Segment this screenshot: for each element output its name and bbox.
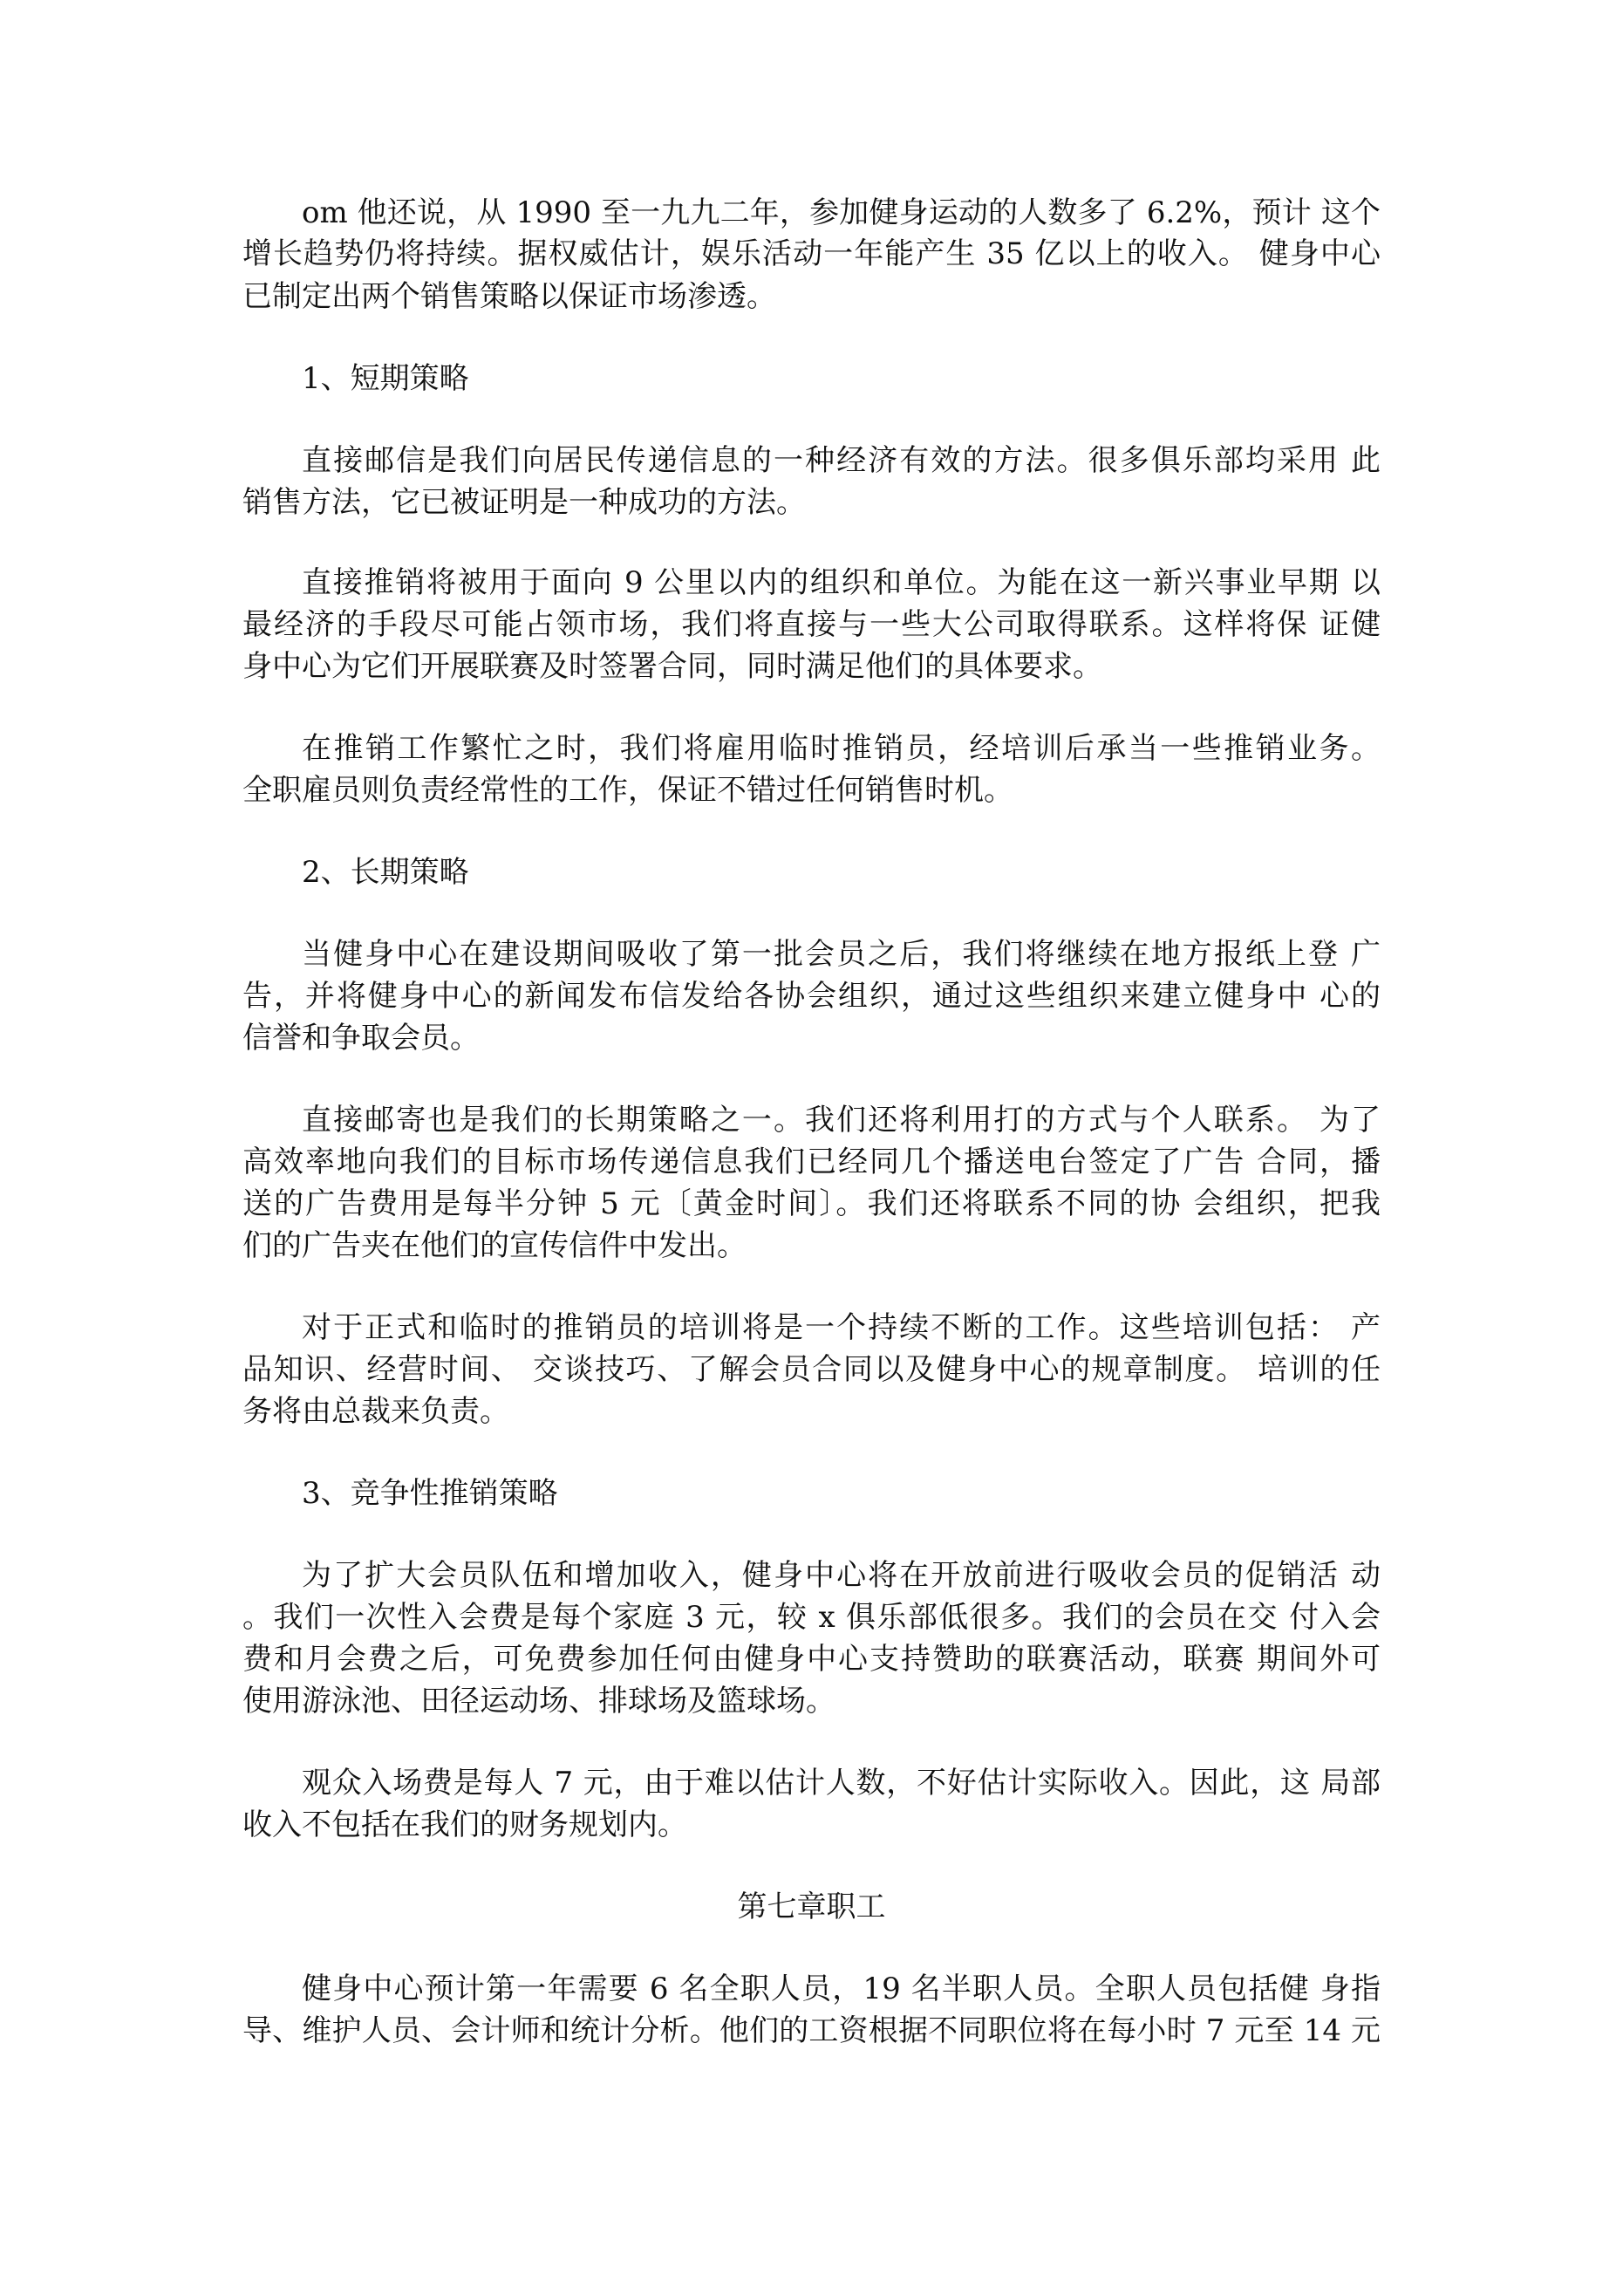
- paragraph-4-line-2: 全职雇员则负责经常性的工作，保证不错过任何销售时机。: [242, 773, 1013, 808]
- chapter-title: 第七章职工: [737, 1889, 886, 1924]
- paragraph-1-line-2: 增长趋势仍将持续。据权威估计，娱乐活动一年能产生 35 亿以上的收入。 健身中心: [242, 236, 1381, 271]
- paragraph-8-line-3: 费和月会费之后，可免费参加任何由健身中心支持赞助的联赛活动，联赛 期间外可: [242, 1642, 1381, 1677]
- paragraph-7-line-3: 务将由总裁来负责。: [242, 1394, 509, 1429]
- paragraph-3-line-3: 身中心为它们开展联赛及时签署合同，同时满足他们的具体要求。: [242, 649, 1102, 684]
- paragraph-4-line-1: 在推销工作繁忙之时，我们将雇用临时推销员，经培训后承当一些推销业务。: [302, 731, 1381, 766]
- paragraph-5-line-3: 信誉和争取会员。: [242, 1021, 480, 1056]
- document-page: [242, 0, 1381, 2296]
- paragraph-2-line-2: 销售方法，它已被证明是一种成功的方法。: [242, 485, 806, 520]
- paragraph-2-line-1: 直接邮信是我们向居民传递信息的一种经济有效的方法。很多俱乐部均采用 此: [302, 443, 1381, 478]
- section-heading-long-term: 2、长期策略: [302, 855, 469, 890]
- paragraph-6-line-3: 送的广告费用是每半分钟 5 元〔黄金时间〕。我们还将联系不同的协 会组织，把我: [242, 1186, 1381, 1221]
- paragraph-8-line-1: 为了扩大会员队伍和增加收入，健身中心将在开放前进行吸收会员的促销活 动: [302, 1558, 1381, 1593]
- paragraph-3-line-2: 最经济的手段尽可能占领市场，我们将直接与一些大公司取得联系。这样将保 证健: [242, 607, 1381, 642]
- paragraph-5-line-2: 告，并将健身中心的新闻发布信发给各协会组织，通过这些组织来建立健身中 心的: [242, 979, 1381, 1014]
- paragraph-6-line-4: 们的广告夹在他们的宣传信件中发出。: [242, 1228, 747, 1263]
- section-heading-competitive: 3、竞争性推销策略: [302, 1476, 558, 1511]
- paragraph-9-line-1: 观众入场费是每人 7 元，由于难以估计人数，不好估计实际收入。因此，这 局部: [302, 1766, 1381, 1801]
- paragraph-10-line-1: 健身中心预计第一年需要 6 名全职人员，19 名半职人员。全职人员包括健 身指: [302, 1971, 1381, 2006]
- paragraph-7-line-2: 品知识、经营时间、 交谈技巧、了解会员合同以及健身中心的规章制度。 培训的任: [242, 1352, 1381, 1387]
- paragraph-3-line-1: 直接推销将被用于面向 9 公里以内的组织和单位。为能在这一新兴事业早期 以: [302, 565, 1381, 600]
- paragraph-10-line-2: 导、维护人员、会计师和统计分析。他们的工资根据不同职位将在每小时 7 元至 14 元: [242, 2013, 1381, 2048]
- paragraph-5-line-1: 当健身中心在建设期间吸收了第一批会员之后，我们将继续在地方报纸上登 广: [302, 937, 1381, 972]
- paragraph-6-line-1: 直接邮寄也是我们的长期策略之一。我们还将利用打的方式与个人联系。 为了: [302, 1103, 1381, 1138]
- section-heading-short-term: 1、短期策略: [302, 361, 469, 396]
- paragraph-7-line-1: 对于正式和临时的推销员的培训将是一个持续不断的工作。这些培训包括： 产: [302, 1310, 1381, 1345]
- paragraph-1-line-1: om 他还说，从 1990 至一九九二年，参加健身运动的人数多了 6.2%，预计 这个: [302, 195, 1381, 230]
- paragraph-9-line-2: 收入不包括在我们的财务规划内。: [242, 1807, 687, 1842]
- paragraph-6-line-2: 高效率地向我们的目标市场传递信息我们已经同几个播送电台签定了广告 合同，播: [242, 1145, 1381, 1179]
- paragraph-1-line-3: 已制定出两个销售策略以保证市场渗透。: [242, 279, 776, 314]
- paragraph-8-line-2: 。我们一次性入会费是每个家庭 3 元，较 x 俱乐部低很多。我们的会员在交 付入会: [242, 1600, 1381, 1635]
- paragraph-8-line-4: 使用游泳池、田径运动场、排球场及篮球场。: [242, 1684, 835, 1719]
